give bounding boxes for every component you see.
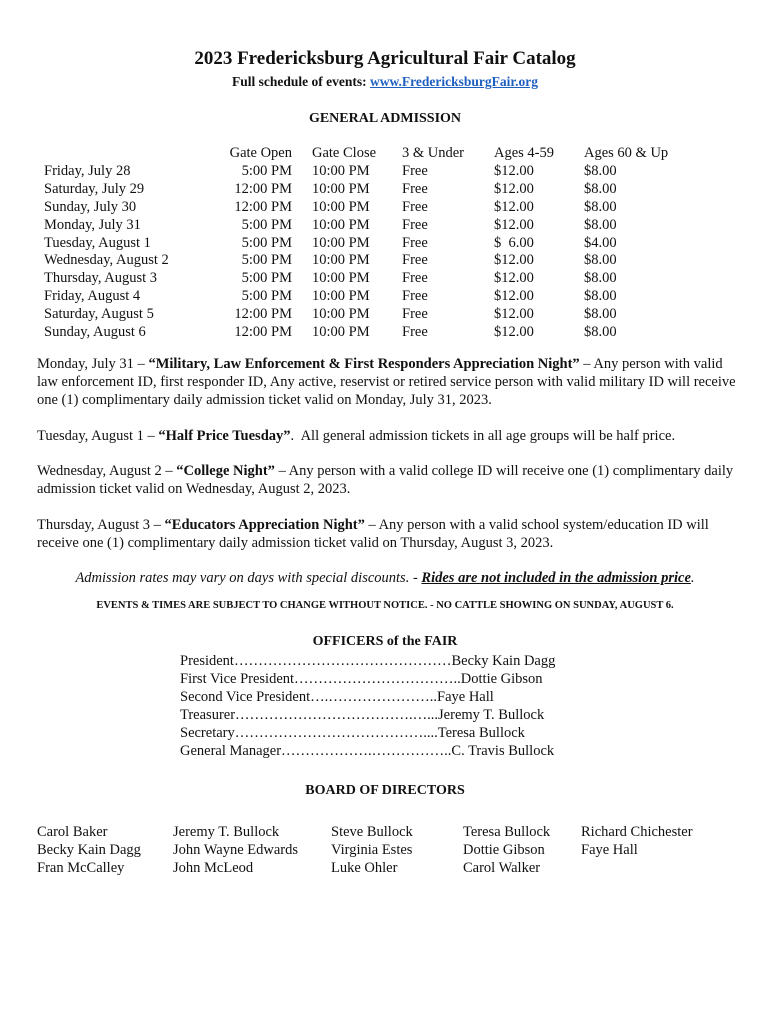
board-member: Virginia Estes <box>331 841 413 858</box>
table-row <box>44 270 694 288</box>
day-cell: Thursday, August 3 <box>44 270 158 287</box>
officer-line: Treasurer……………………………….…...Jeremy T. Bullock <box>180 706 545 723</box>
gate-close-header: Gate Close <box>312 145 377 161</box>
gate-open-cell: 5:00 PM <box>241 234 292 251</box>
day-cell: Tuesday, August 1 <box>44 234 151 251</box>
special-night-paragraph <box>37 516 737 552</box>
under-3-price-cell: Free <box>402 162 428 179</box>
under-3-price-cell: Free <box>402 234 428 251</box>
ages-4-59-header: Ages 4-59 <box>494 145 555 161</box>
special-name: “College Night” <box>176 463 275 479</box>
board-member: Teresa Bullock <box>463 824 551 840</box>
gate-close-cell: 10:00 PM <box>312 234 370 251</box>
gate-open-cell: 12:00 PM <box>234 198 292 215</box>
special-date: Monday, July 31 – <box>37 356 149 372</box>
table-row <box>44 181 694 199</box>
ages-4-59-price-cell: $12.00 <box>494 270 534 287</box>
board-member: Steve Bullock <box>331 824 413 840</box>
board-member: Jeremy T. Bullock <box>173 824 280 840</box>
table-header-row <box>44 145 694 163</box>
gate-close-cell: 10:00 PM <box>312 270 370 287</box>
change-notice: EVENTS & TIMES ARE SUBJECT TO CHANGE WITHOUT NOTICE. - NO CATTLE SHOWING ON SUNDAY, AUGUST 6. <box>96 600 674 611</box>
ages-60-up-price-cell: $8.00 <box>584 270 617 287</box>
under-3-price-cell: Free <box>402 180 428 197</box>
officer-line: Second Vice President….…………………..Faye Hall <box>180 688 494 705</box>
gate-close-cell: 10:00 PM <box>312 252 370 269</box>
ages-4-59-price-cell: $12.00 <box>494 216 534 233</box>
ages-60-up-price-cell: $8.00 <box>584 180 617 197</box>
gate-open-cell: 5:00 PM <box>241 162 292 179</box>
ages-60-up-price-cell: $8.00 <box>584 306 617 323</box>
special-night-paragraph <box>37 427 737 445</box>
gate-close-cell: 10:00 PM <box>312 306 370 323</box>
board-member: John McLeod <box>173 859 254 876</box>
table-row <box>44 199 694 217</box>
ages-4-59-price-cell: $12.00 <box>494 198 534 215</box>
table-row <box>44 235 694 253</box>
under-3-price-cell: Free <box>402 270 428 287</box>
day-column-header <box>44 145 222 163</box>
officers-list <box>180 653 555 760</box>
day-cell: Saturday, August 5 <box>44 306 154 323</box>
special-description: – Any person with valid law enforcement ID, first responder ID, Any active, reservist or retired service person with valid military ID will receive one (1) complimentary daily admission ticket valid on Monday, July 31, 2023. <box>37 356 740 408</box>
board-member: Richard Chichester <box>581 824 693 840</box>
ages-60-up-price-cell: $8.00 <box>584 288 617 305</box>
special-night-paragraph <box>37 355 740 409</box>
special-description: . All general admission tickets in all age groups will be half price. <box>290 428 676 444</box>
ages-60-up-header: Ages 60 & Up <box>584 145 669 161</box>
ages-4-59-price-cell: $12.00 <box>494 252 534 269</box>
day-cell: Wednesday, August 2 <box>44 252 169 269</box>
gate-close-cell: 10:00 PM <box>312 216 370 233</box>
general-admission-heading: GENERAL ADMISSION <box>308 111 462 126</box>
board-member: Becky Kain Dagg <box>37 841 141 858</box>
under-3-price-cell: Free <box>402 252 428 269</box>
officer-line: First Vice President……………………………..Dottie Gibson <box>180 670 543 687</box>
gate-close-cell: 10:00 PM <box>312 198 370 215</box>
rates-note-end: . <box>690 570 695 586</box>
day-cell: Saturday, July 29 <box>44 180 145 197</box>
gate-open-cell: 5:00 PM <box>241 252 292 269</box>
ages-4-59-price-cell: $ 6.00 <box>494 234 534 251</box>
ages-60-up-price-cell: $8.00 <box>584 198 617 215</box>
board-heading: BOARD OF DIRECTORS <box>305 783 465 798</box>
ages-4-59-price-cell: $12.00 <box>494 324 534 341</box>
gate-open-cell: 5:00 PM <box>241 270 292 287</box>
subtitle-label: Full schedule of events: <box>232 74 367 89</box>
special-night-paragraph <box>37 462 737 498</box>
ages-4-59-price-cell: $12.00 <box>494 288 534 305</box>
gate-open-cell: 12:00 PM <box>234 306 292 323</box>
gate-open-cell: 12:00 PM <box>234 180 292 197</box>
gate-open-cell: 5:00 PM <box>241 216 292 233</box>
fair-website-link[interactable]: www.FredericksburgFair.org <box>370 74 538 89</box>
table-row <box>44 306 694 324</box>
board-column <box>581 824 693 860</box>
special-name: “Military, Law Enforcement & First Responders Appreciation Night” <box>148 356 580 372</box>
gate-close-cell: 10:00 PM <box>312 180 370 197</box>
gate-close-cell: 10:00 PM <box>312 324 370 341</box>
under-3-price-cell: Free <box>402 306 428 323</box>
under-3-price-cell: Free <box>402 216 428 233</box>
under-3-header: 3 & Under <box>402 145 465 161</box>
board-member: Faye Hall <box>581 841 638 858</box>
under-3-price-cell: Free <box>402 324 428 341</box>
admission-schedule-table <box>44 145 694 342</box>
ages-4-59-price-cell: $12.00 <box>494 180 534 197</box>
page-title: 2023 Fredericksburg Agricultural Fair Catalog <box>194 48 576 69</box>
ages-60-up-price-cell: $4.00 <box>584 234 617 251</box>
special-name: “Half Price Tuesday” <box>158 428 291 444</box>
ages-60-up-price-cell: $8.00 <box>584 324 617 341</box>
table-row <box>44 288 694 306</box>
ages-60-up-price-cell: $8.00 <box>584 162 617 179</box>
gate-open-header: Gate Open <box>229 145 292 161</box>
board-member: Luke Ohler <box>331 859 398 876</box>
board-column <box>37 824 141 878</box>
board-column <box>463 824 550 878</box>
ages-60-up-price-cell: $8.00 <box>584 216 617 233</box>
special-date: Tuesday, August 1 – <box>37 428 159 444</box>
special-description: – Any person with a valid school system/education ID will receive one (1) complimentary daily admission ticket valid on Thursday, August 3, 2023. <box>37 517 713 551</box>
day-cell: Friday, August 4 <box>44 288 141 305</box>
under-3-price-cell: Free <box>402 198 428 215</box>
admission-rates-note <box>0 570 770 587</box>
officer-line: President………………………………………Becky Kain Dagg <box>180 653 556 669</box>
ages-60-up-price-cell: $8.00 <box>584 252 617 269</box>
day-cell: Sunday, July 30 <box>44 198 137 215</box>
day-cell: Monday, July 31 <box>44 216 141 233</box>
rides-note: Rides are not included in the admission price <box>421 570 691 586</box>
gate-open-cell: 12:00 PM <box>234 324 292 341</box>
ages-4-59-price-cell: $12.00 <box>494 162 534 179</box>
special-date: Thursday, August 3 – <box>37 517 165 533</box>
gate-open-cell: 5:00 PM <box>241 288 292 305</box>
table-row <box>44 252 694 270</box>
board-column <box>173 824 298 878</box>
board-member: Carol Baker <box>37 824 108 840</box>
ages-4-59-price-cell: $12.00 <box>494 306 534 323</box>
board-member: Carol Walker <box>463 859 541 876</box>
table-row <box>44 324 694 342</box>
officer-line: Secretary…………………………………....Teresa Bullock <box>180 724 525 741</box>
board-member: John Wayne Edwards <box>173 841 299 858</box>
day-cell: Sunday, August 6 <box>44 324 146 341</box>
schedule-subtitle <box>0 74 770 90</box>
gate-close-cell: 10:00 PM <box>312 162 370 179</box>
officers-heading: OFFICERS of the FAIR <box>312 634 458 649</box>
special-description: – Any person with a valid college ID will receive one (1) complimentary daily admission ticket valid on Wednesday, August 2, 2023. <box>37 463 737 497</box>
day-cell: Friday, July 28 <box>44 162 131 179</box>
board-member: Dottie Gibson <box>463 841 545 858</box>
board-member: Fran McCalley <box>37 859 125 876</box>
board-column <box>331 824 413 878</box>
special-name: “Educators Appreciation Night” <box>164 517 365 533</box>
table-row <box>44 217 694 235</box>
officer-line: General Manager……………….……………..C. Travis Bullock <box>180 742 555 759</box>
gate-close-cell: 10:00 PM <box>312 288 370 305</box>
rates-note-text: Admission rates may vary on days with special discounts. - <box>75 570 422 586</box>
under-3-price-cell: Free <box>402 288 428 305</box>
table-row <box>44 163 694 181</box>
special-date: Wednesday, August 2 – <box>37 463 177 479</box>
